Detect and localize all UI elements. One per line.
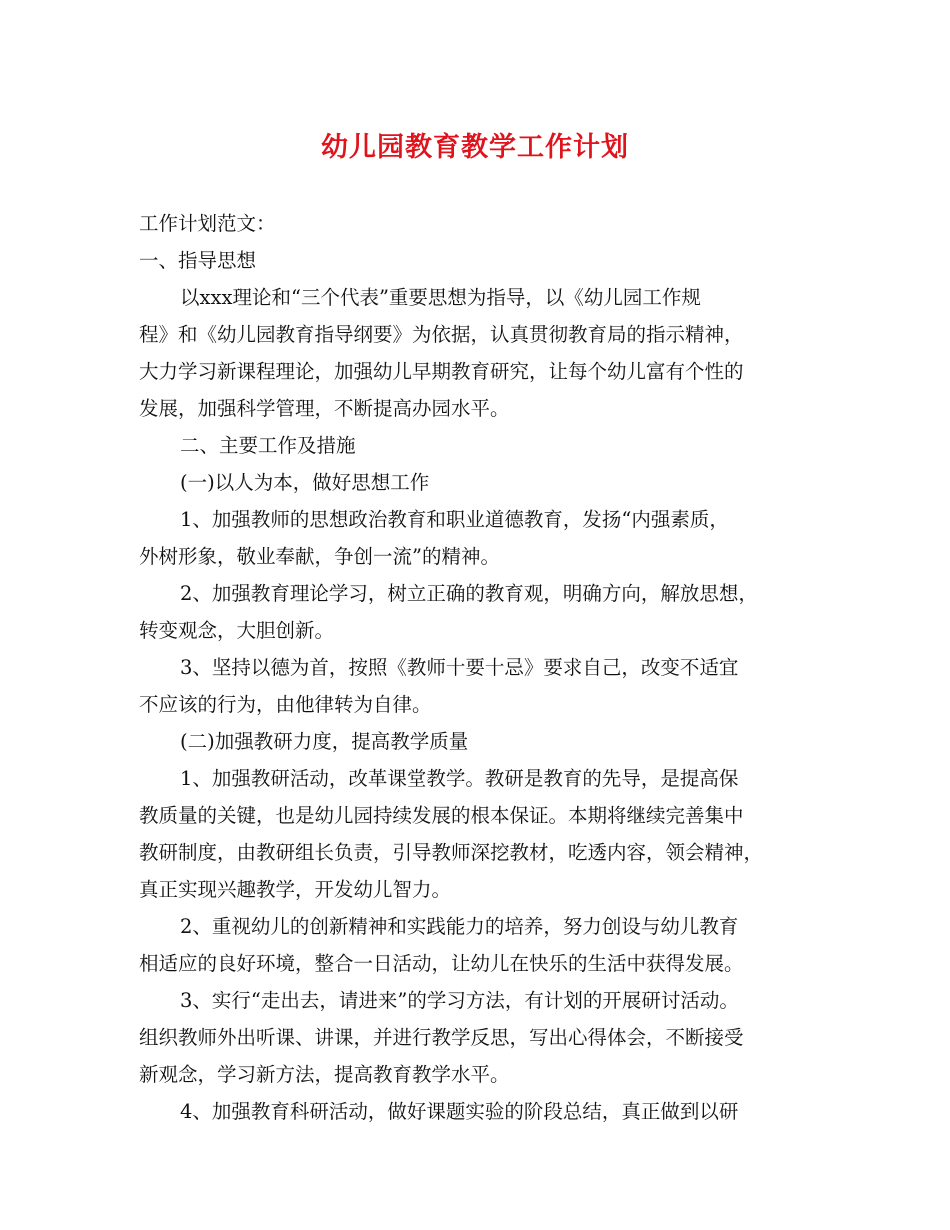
- text-line: 相适应的良好环境，整合一日活动，让幼儿在快乐的生活中获得发展。: [139, 952, 744, 975]
- text-line: 3、坚持以德为首，按照《教师十要十忌》要求自己，改变不适宜: [180, 656, 739, 679]
- text-line: 真正实现兴趣教学，开发幼儿智力。: [139, 878, 452, 901]
- text-line: 3、实行“走出去，请进来”的学习方法，有计划的开展研讨活动。: [180, 989, 739, 1012]
- text-line: 2、加强教育理论学习，树立正确的教育观，明确方向，解放思想，: [180, 582, 758, 605]
- text-line: 程》和《幼儿园教育指导纲要》为依据，认真贯彻教育局的指示精神，: [139, 323, 744, 346]
- text-line: 以xxx理论和“三个代表”重要思想为指导，以《幼儿园工作规: [180, 286, 701, 309]
- text-line: (一)以人为本，做好思想工作: [180, 471, 430, 494]
- text-line: 教质量的关键，也是幼儿园持续发展的根本保证。本期将继续完善集中: [139, 804, 744, 827]
- text-line: 外树形象，敬业奉献，争创一流”的精神。: [139, 545, 500, 568]
- text-line: 发展，加强科学管理，不断提高办园水平。: [139, 397, 510, 420]
- text-line: 不应该的行为，由他律转为自律。: [139, 693, 432, 716]
- text-line: 转变观念，大胆创新。: [139, 619, 335, 642]
- text-line: 教研制度，由教研组长负责，引导教师深挖教材，吃透内容，领会精神，: [139, 841, 764, 864]
- text-line: 组织教师外出听课、讲课，并进行教学反思，写出心得体会，不断接受: [139, 1026, 744, 1049]
- text-line: 工作计划范文：: [139, 212, 276, 235]
- text-line: 一、指导思想: [139, 249, 257, 272]
- text-line: 新观念，学习新方法，提高教育教学水平。: [139, 1063, 510, 1086]
- text-line: (二)加强教研力度，提高教学质量: [180, 730, 469, 753]
- document-title: 幼儿园教育教学工作计划: [321, 132, 629, 163]
- text-line: 二、主要工作及措施: [180, 434, 356, 457]
- text-line: 4、加强教育科研活动，做好课题实验的阶段总结，真正做到以研: [180, 1100, 739, 1123]
- text-line: 2、重视幼儿的创新精神和实践能力的培养，努力创设与幼儿教育: [180, 915, 739, 938]
- text-line: 1、加强教师的思想政治教育和职业道德教育，发扬“内强素质，: [180, 508, 729, 531]
- text-line: 1、加强教研活动，改革课堂教学。教研是教育的先导，是提高保: [180, 767, 739, 790]
- text-line: 大力学习新课程理论，加强幼儿早期教育研究，让每个幼儿富有个性的: [139, 360, 744, 383]
- document-body: [139, 205, 819, 1130]
